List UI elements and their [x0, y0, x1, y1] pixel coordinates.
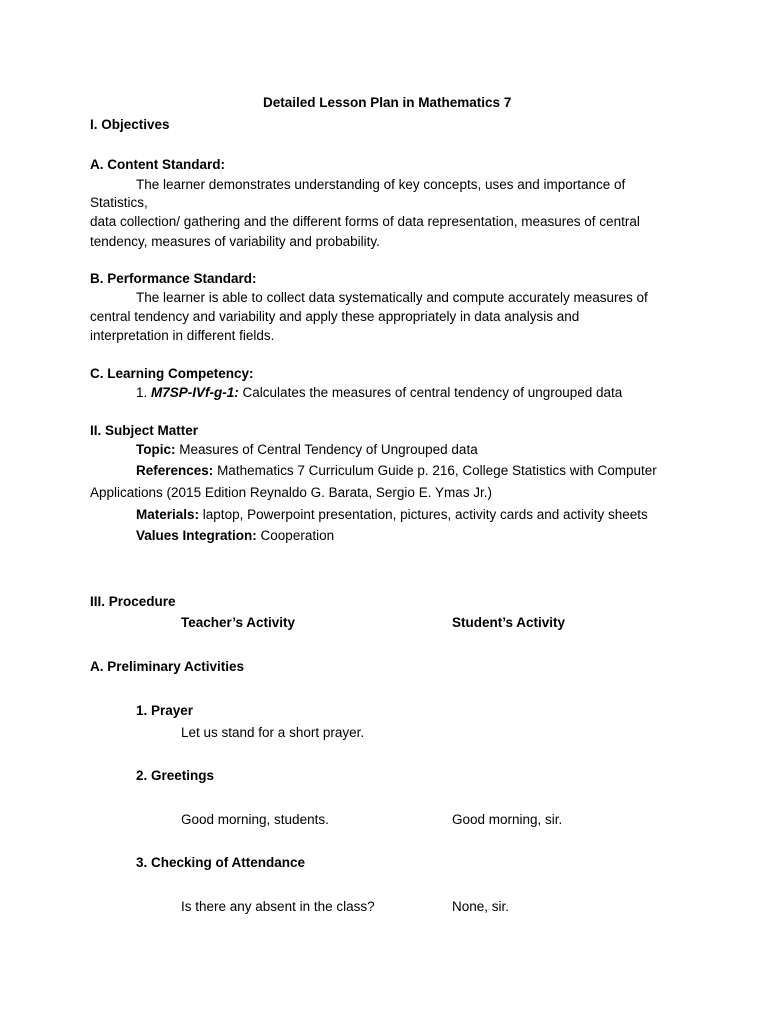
objectives-heading: I. Objectives — [90, 117, 170, 132]
performance-standard-line-2: central tendency and variability and apply these appropriately in data analysis and — [90, 309, 580, 324]
performance-standard-line-3: interpretation in different fields. — [90, 328, 275, 343]
student-activity-header: Student’s Activity — [452, 615, 566, 630]
references-label: References: — [136, 463, 214, 478]
attendance-heading: 3. Checking of Attendance — [136, 855, 306, 870]
performance-standard-line-1: The learner is able to collect data systematically and compute accurately measures of — [136, 290, 648, 305]
content-standard-heading: A. Content Standard: — [90, 157, 225, 172]
competency-code: M7SP-IVf-g-1: — [151, 385, 239, 400]
references-value: Mathematics 7 Curriculum Guide p. 216, College Statistics with Computer — [217, 463, 657, 478]
procedure-heading: III. Procedure — [90, 594, 176, 609]
content-standard-line-2: Statistics, — [90, 195, 148, 210]
attendance-teacher-text: Is there any absent in the class? — [181, 899, 375, 914]
prayer-heading: 1. Prayer — [136, 703, 194, 718]
topic-label: Topic: — [136, 442, 176, 457]
subject-matter-heading: II. Subject Matter — [90, 423, 199, 438]
competency-text: Calculates the measures of central tendency of ungrouped data — [242, 385, 623, 400]
materials-value: laptop, Powerpoint presentation, pictures, activity cards and activity sheets — [202, 507, 648, 522]
materials-line — [136, 507, 648, 523]
competency-number: 1. — [136, 385, 148, 400]
preliminary-activities-heading: A. Preliminary Activities — [90, 659, 245, 674]
materials-label: Materials: — [136, 507, 200, 522]
greetings-teacher-text: Good morning, students. — [181, 812, 329, 827]
content-standard-line-3: data collection/ gathering and the different forms of data representation, measures of central — [90, 214, 640, 229]
learning-competency-line — [136, 385, 622, 401]
performance-standard-heading: B. Performance Standard: — [90, 271, 257, 286]
teacher-activity-header: Teacher’s Activity — [181, 615, 296, 630]
document-title: Detailed Lesson Plan in Mathematics 7 — [263, 95, 512, 110]
values-integration-line — [136, 528, 334, 544]
topic-value: Measures of Central Tendency of Ungrouped data — [179, 442, 478, 457]
references-line-1 — [136, 463, 657, 479]
topic-line — [136, 442, 478, 458]
content-standard-line-1: The learner demonstrates understanding of key concepts, uses and importance of — [136, 177, 626, 192]
content-standard-line-4: tendency, measures of variability and probability. — [90, 234, 380, 249]
greetings-student-text: Good morning, sir. — [452, 812, 563, 827]
greetings-heading: 2. Greetings — [136, 768, 215, 783]
values-integration-value: Cooperation — [260, 528, 335, 543]
prayer-teacher-text: Let us stand for a short prayer. — [181, 725, 365, 740]
values-integration-label: Values Integration: — [136, 528, 257, 543]
attendance-student-text: None, sir. — [452, 899, 510, 914]
learning-competency-heading: C. Learning Competency: — [90, 366, 254, 381]
references-line-2: Applications (2015 Edition Reynaldo G. Barata, Sergio E. Ymas Jr.) — [90, 485, 492, 500]
